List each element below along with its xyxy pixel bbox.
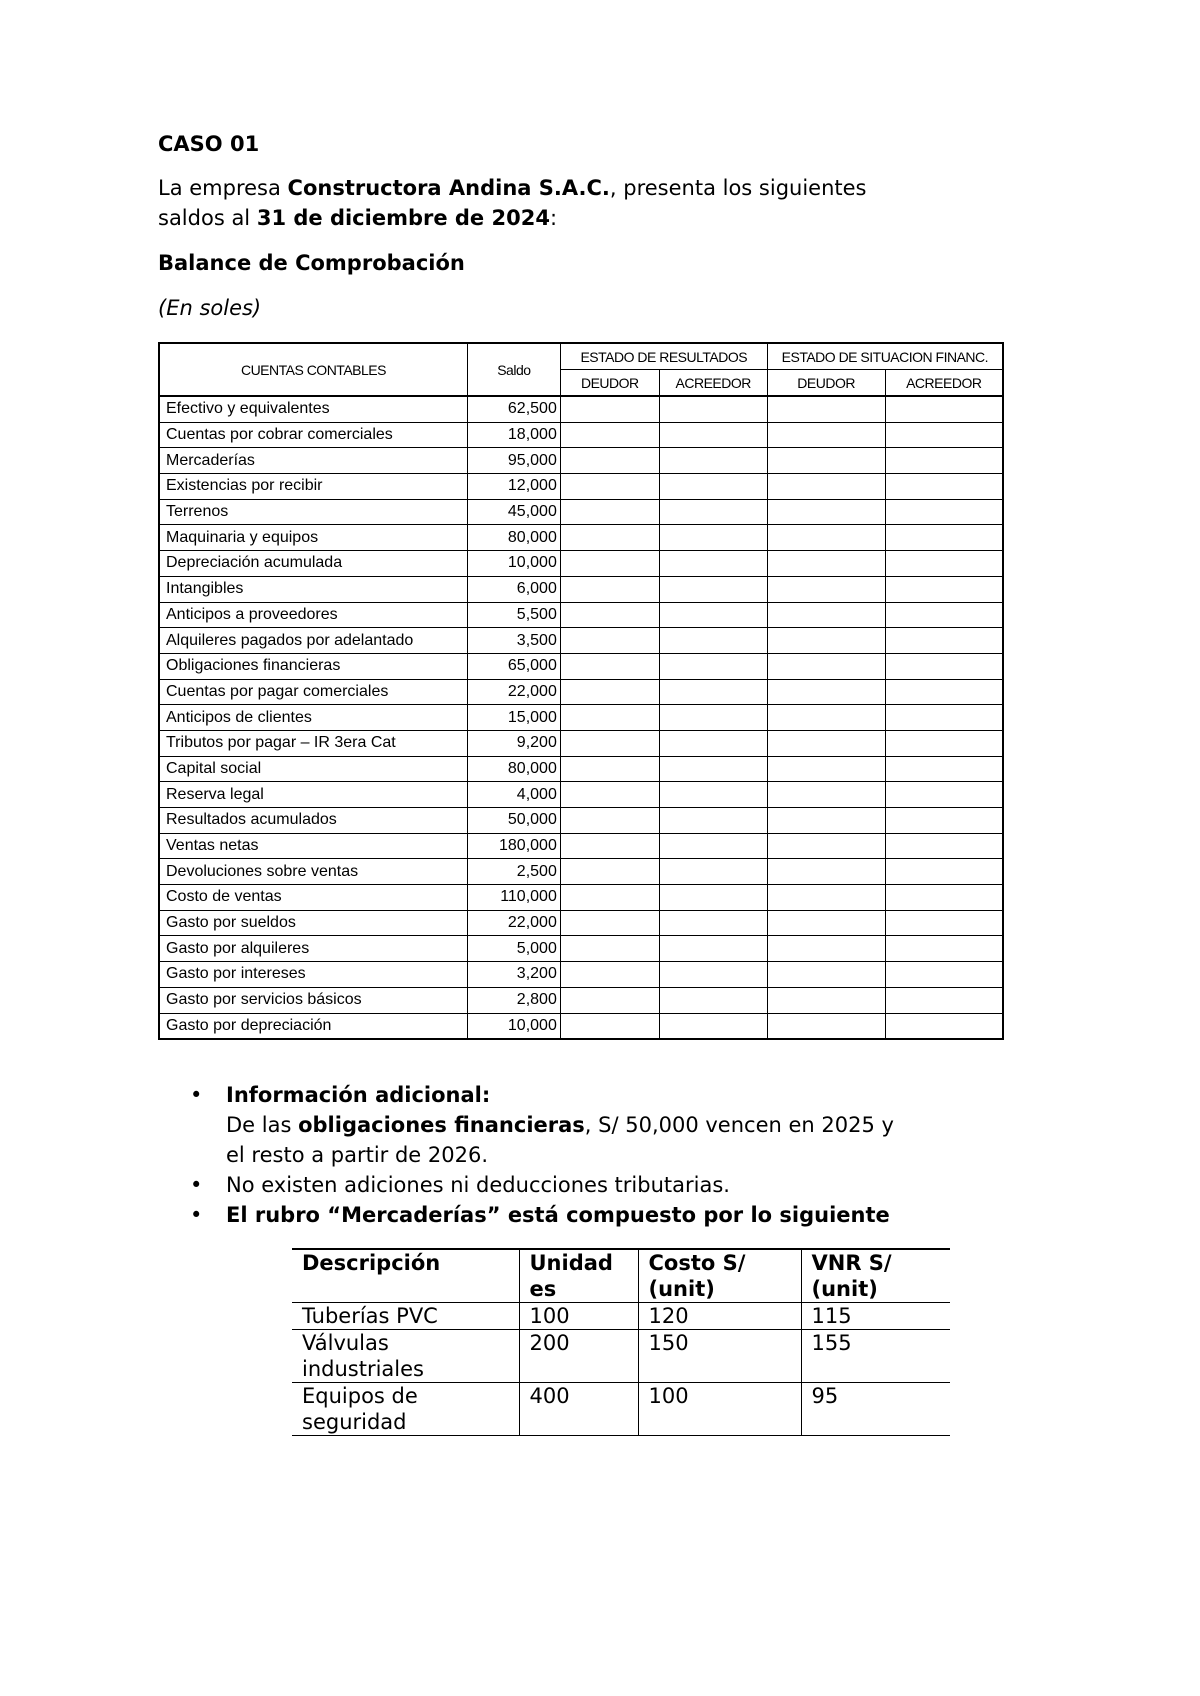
account-balance: 22,000 [467,679,560,705]
table-row [159,628,1003,654]
position-credit-cell[interactable] [885,885,1003,911]
position-credit-cell[interactable] [885,910,1003,936]
income-credit-cell[interactable] [659,551,767,577]
income-debit-cell[interactable] [560,602,659,628]
position-debit-cell[interactable] [767,987,885,1013]
table-row [159,396,1003,422]
position-debit-cell[interactable] [767,653,885,679]
income-debit-cell[interactable] [560,551,659,577]
table-row [159,1013,1003,1039]
account-name: Gasto por sueldos [159,910,467,936]
table-row [159,576,1003,602]
income-credit-cell[interactable] [659,499,767,525]
cell: 120 [638,1303,801,1330]
income-debit-cell[interactable] [560,987,659,1013]
account-balance: 22,000 [467,910,560,936]
position-debit-cell[interactable] [767,962,885,988]
table-row [159,474,1003,500]
income-credit-cell[interactable] [659,782,767,808]
position-debit-cell[interactable] [767,628,885,654]
intro-line-2: saldos al 31 de diciembre de 2024: [158,206,558,230]
income-debit-cell[interactable] [560,705,659,731]
header-credit: ACREEDOR [885,370,1003,397]
position-debit-cell[interactable] [767,730,885,756]
account-name: Maquinaria y equipos [159,525,467,551]
account-name: Cuentas por pagar comerciales [159,679,467,705]
income-debit-cell[interactable] [560,833,659,859]
income-debit-cell[interactable] [560,910,659,936]
position-credit-cell[interactable] [885,396,1003,422]
income-credit-cell[interactable] [659,679,767,705]
account-balance: 10,000 [467,1013,560,1039]
position-debit-cell[interactable] [767,576,885,602]
income-debit-cell[interactable] [560,653,659,679]
income-debit-cell[interactable] [560,1013,659,1039]
account-name: Costo de ventas [159,885,467,911]
income-debit-cell[interactable] [560,499,659,525]
table-row [159,525,1003,551]
income-debit-cell[interactable] [560,859,659,885]
income-debit-cell[interactable] [560,576,659,602]
account-balance: 5,500 [467,602,560,628]
position-debit-cell[interactable] [767,448,885,474]
additional-info-list [190,1080,894,1230]
account-name: Gasto por intereses [159,962,467,988]
header-balance: Saldo [467,343,560,396]
table-row [159,910,1003,936]
position-credit-cell[interactable] [885,679,1003,705]
account-name: Ventas netas [159,833,467,859]
account-balance: 50,000 [467,808,560,834]
position-debit-cell[interactable] [767,422,885,448]
cell: 400 [519,1383,638,1436]
cell: 100 [638,1383,801,1436]
position-credit-cell[interactable] [885,730,1003,756]
position-debit-cell[interactable] [767,885,885,911]
account-name: Tributos por pagar – IR 3era Cat [159,730,467,756]
income-debit-cell[interactable] [560,628,659,654]
table-row [159,859,1003,885]
table-row [292,1383,950,1436]
position-debit-cell[interactable] [767,602,885,628]
position-credit-cell[interactable] [885,551,1003,577]
account-balance: 80,000 [467,756,560,782]
income-credit-cell[interactable] [659,396,767,422]
table-row [159,962,1003,988]
income-debit-cell[interactable] [560,474,659,500]
section-heading: Balance de Comprobación [158,251,465,275]
header-debit: DEUDOR [767,370,885,397]
account-balance: 3,200 [467,962,560,988]
position-credit-cell[interactable] [885,987,1003,1013]
income-credit-cell[interactable] [659,1013,767,1039]
account-name: Gasto por alquileres [159,936,467,962]
account-name: Depreciación acumulada [159,551,467,577]
income-debit-cell[interactable] [560,962,659,988]
account-name: Existencias por recibir [159,474,467,500]
column-header: Descripción [292,1249,519,1303]
position-debit-cell[interactable] [767,705,885,731]
position-debit-cell[interactable] [767,474,885,500]
income-credit-cell[interactable] [659,448,767,474]
table-row [159,422,1003,448]
position-credit-cell[interactable] [885,576,1003,602]
account-name: Alquileres pagados por adelantado [159,628,467,654]
income-debit-cell[interactable] [560,782,659,808]
header-income-statement: ESTADO DE RESULTADOS [560,343,767,370]
income-credit-cell[interactable] [659,576,767,602]
cell: 200 [519,1330,638,1383]
income-debit-cell[interactable] [560,756,659,782]
position-credit-cell[interactable] [885,602,1003,628]
account-balance: 10,000 [467,551,560,577]
income-credit-cell[interactable] [659,474,767,500]
cell: 115 [801,1303,950,1330]
table-row [159,551,1003,577]
income-debit-cell[interactable] [560,448,659,474]
account-balance: 4,000 [467,782,560,808]
table-row [159,885,1003,911]
position-credit-cell[interactable] [885,833,1003,859]
income-debit-cell[interactable] [560,422,659,448]
account-balance: 45,000 [467,499,560,525]
position-credit-cell[interactable] [885,808,1003,834]
income-credit-cell[interactable] [659,653,767,679]
account-balance: 9,200 [467,730,560,756]
table-row [159,653,1003,679]
account-name: Gasto por depreciación [159,1013,467,1039]
account-name: Intangibles [159,576,467,602]
table-row [159,679,1003,705]
position-debit-cell[interactable] [767,936,885,962]
income-credit-cell[interactable] [659,602,767,628]
income-debit-cell[interactable] [560,808,659,834]
position-credit-cell[interactable] [885,525,1003,551]
position-debit-cell[interactable] [767,833,885,859]
trial-balance-table [158,342,1004,1040]
case-title: CASO 01 [158,132,260,156]
account-balance: 5,000 [467,936,560,962]
bullet-merchandise: • El rubro “Mercaderías” está compuesto por lo siguiente [190,1203,890,1227]
cell: 100 [519,1303,638,1330]
account-balance: 6,000 [467,576,560,602]
account-balance: 15,000 [467,705,560,731]
header-accounts: CUENTAS CONTABLES [159,343,467,396]
account-balance: 3,500 [467,628,560,654]
position-credit-cell[interactable] [885,653,1003,679]
table-row [159,987,1003,1013]
account-balance: 2,800 [467,987,560,1013]
position-credit-cell[interactable] [885,628,1003,654]
income-credit-cell[interactable] [659,525,767,551]
table-row [159,782,1003,808]
position-debit-cell[interactable] [767,910,885,936]
account-name: Resultados acumulados [159,808,467,834]
header-financial-position: ESTADO DE SITUACION FINANC. [767,343,1003,370]
table-row [292,1330,950,1383]
position-credit-cell[interactable] [885,499,1003,525]
cell: Válvulas industriales [292,1330,519,1383]
table-row [159,602,1003,628]
account-name: Efectivo y equivalentes [159,396,467,422]
position-debit-cell[interactable] [767,1013,885,1039]
income-credit-cell[interactable] [659,730,767,756]
table-row [159,833,1003,859]
position-credit-cell[interactable] [885,756,1003,782]
table-row [159,705,1003,731]
income-credit-cell[interactable] [659,987,767,1013]
position-debit-cell[interactable] [767,551,885,577]
table-row [159,448,1003,474]
position-debit-cell[interactable] [767,756,885,782]
account-name: Obligaciones financieras [159,653,467,679]
income-credit-cell[interactable] [659,833,767,859]
header-credit: ACREEDOR [659,370,767,397]
income-debit-cell[interactable] [560,679,659,705]
bullet-additional-info: • Información adicional: De las obligaciones financieras, S/ 50,000 vencen en 2025 y el resto a partir de 2026. [190,1083,894,1167]
cell: Tuberías PVC [292,1303,519,1330]
income-credit-cell[interactable] [659,808,767,834]
table-row [292,1303,950,1330]
account-balance: 180,000 [467,833,560,859]
position-debit-cell[interactable] [767,808,885,834]
income-credit-cell[interactable] [659,885,767,911]
position-credit-cell[interactable] [885,936,1003,962]
account-balance: 95,000 [467,448,560,474]
account-name: Terrenos [159,499,467,525]
column-header: Costo S/ (unit) [638,1249,801,1303]
position-debit-cell[interactable] [767,525,885,551]
position-credit-cell[interactable] [885,448,1003,474]
header-debit: DEUDOR [560,370,659,397]
account-balance: 80,000 [467,525,560,551]
column-header: VNR S/ (unit) [801,1249,950,1303]
table-row [159,936,1003,962]
position-credit-cell[interactable] [885,705,1003,731]
account-name: Devoluciones sobre ventas [159,859,467,885]
cell: 95 [801,1383,950,1436]
intro-line-1: La empresa Constructora Andina S.A.C., presenta los siguientes [158,176,867,200]
position-credit-cell[interactable] [885,859,1003,885]
income-debit-cell[interactable] [560,525,659,551]
account-balance: 18,000 [467,422,560,448]
account-name: Cuentas por cobrar comerciales [159,422,467,448]
position-credit-cell[interactable] [885,474,1003,500]
account-balance: 65,000 [467,653,560,679]
table-row [159,808,1003,834]
position-debit-cell[interactable] [767,679,885,705]
income-credit-cell[interactable] [659,705,767,731]
income-credit-cell[interactable] [659,628,767,654]
table-row [159,499,1003,525]
income-credit-cell[interactable] [659,936,767,962]
units-note: (En soles) [158,296,262,320]
account-name: Mercaderías [159,448,467,474]
income-debit-cell[interactable] [560,396,659,422]
position-debit-cell[interactable] [767,499,885,525]
position-debit-cell[interactable] [767,782,885,808]
position-debit-cell[interactable] [767,396,885,422]
income-credit-cell[interactable] [659,859,767,885]
account-balance: 2,500 [467,859,560,885]
cell: 155 [801,1330,950,1383]
income-credit-cell[interactable] [659,422,767,448]
position-credit-cell[interactable] [885,1013,1003,1039]
income-debit-cell[interactable] [560,885,659,911]
table-row [159,756,1003,782]
account-name: Gasto por servicios básicos [159,987,467,1013]
table-row [159,730,1003,756]
merchandise-table [292,1248,950,1436]
cell: 150 [638,1330,801,1383]
cell: Equipos de seguridad [292,1383,519,1436]
header-row [292,1249,950,1303]
income-debit-cell[interactable] [560,730,659,756]
income-debit-cell[interactable] [560,936,659,962]
account-name: Anticipos a proveedores [159,602,467,628]
position-credit-cell[interactable] [885,782,1003,808]
account-name: Reserva legal [159,782,467,808]
account-balance: 62,500 [467,396,560,422]
position-credit-cell[interactable] [885,422,1003,448]
income-credit-cell[interactable] [659,756,767,782]
income-credit-cell[interactable] [659,910,767,936]
column-header: Unidad es [519,1249,638,1303]
bullet-tax: • No existen adiciones ni deducciones tributarias. [190,1173,730,1197]
position-credit-cell[interactable] [885,962,1003,988]
income-credit-cell[interactable] [659,962,767,988]
account-name: Anticipos de clientes [159,705,467,731]
account-balance: 12,000 [467,474,560,500]
position-debit-cell[interactable] [767,859,885,885]
account-name: Capital social [159,756,467,782]
account-balance: 110,000 [467,885,560,911]
